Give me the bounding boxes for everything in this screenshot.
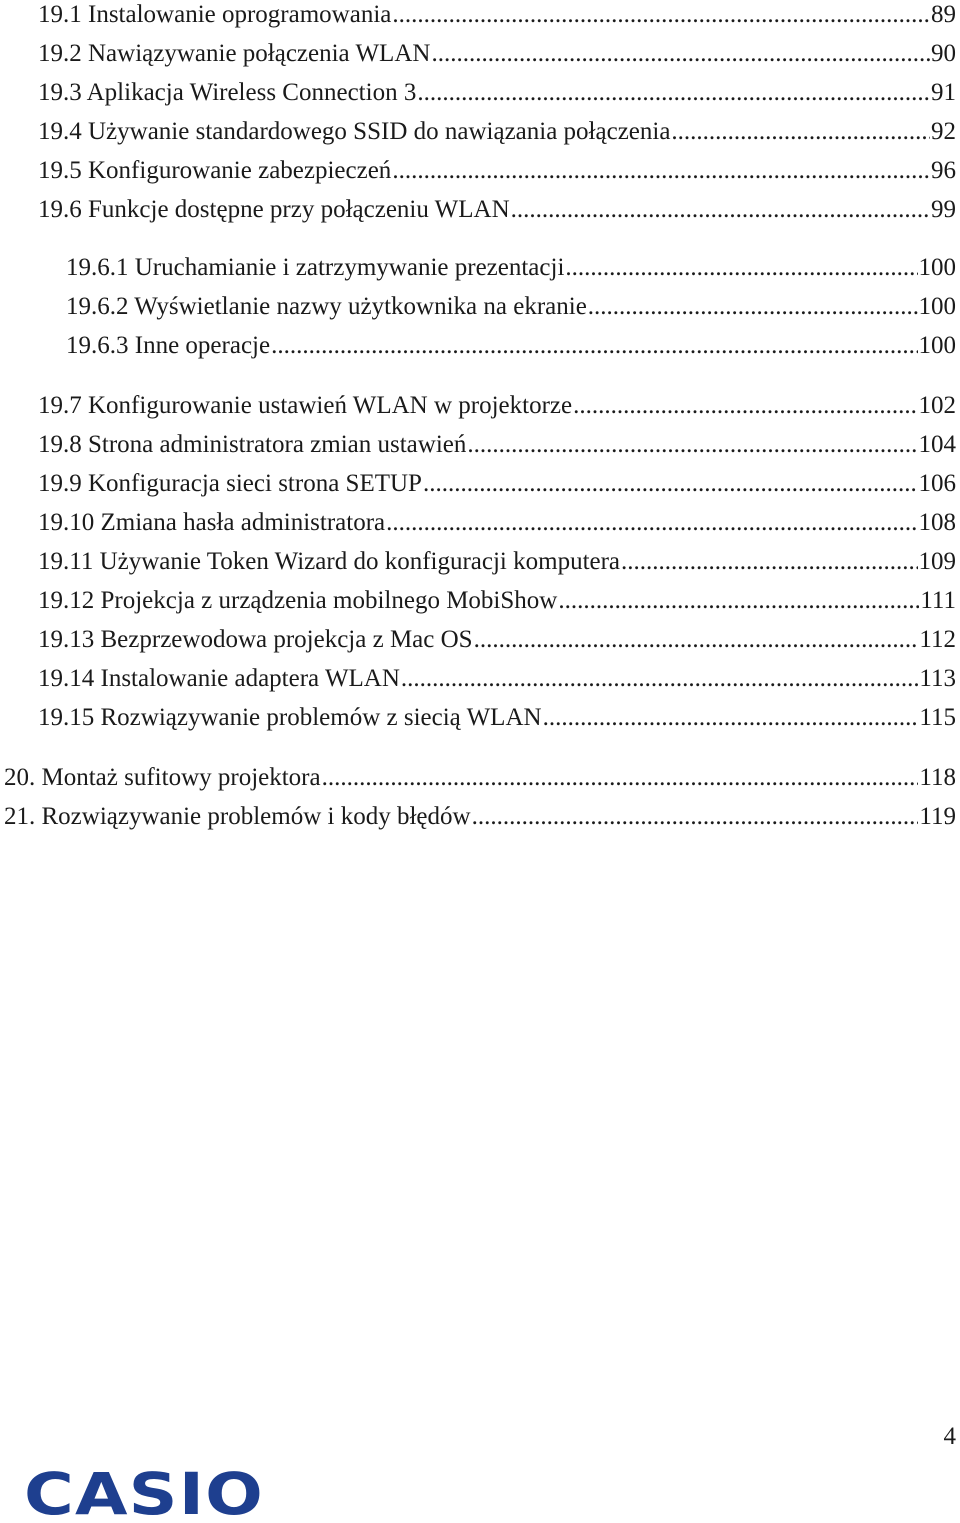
- toc-entry[interactable]: [38, 664, 956, 694]
- toc-entry-page: 91: [931, 79, 956, 106]
- dot-leader: [671, 117, 930, 147]
- toc-entry-page: 92: [931, 118, 956, 145]
- dot-leader: [423, 469, 918, 499]
- toc-entry-page: 112: [919, 626, 956, 653]
- toc-entry[interactable]: [38, 117, 956, 147]
- toc-entry[interactable]: [38, 78, 956, 108]
- toc-entry[interactable]: [38, 430, 956, 460]
- toc-entry-label: 19.9 Konfiguracja sieci strona SETUP: [38, 470, 422, 497]
- toc-entry-page: 111: [920, 587, 956, 614]
- toc-entry[interactable]: [38, 39, 956, 69]
- toc-entry-page: 100: [918, 254, 956, 281]
- toc-entry[interactable]: [38, 547, 956, 577]
- toc-entry[interactable]: [66, 331, 956, 361]
- casio-logo: [24, 1462, 268, 1518]
- dot-leader: [271, 331, 917, 361]
- toc-entry-label: 19.11 Używanie Token Wizard do konfiguracji komputera: [38, 548, 621, 575]
- toc-entry[interactable]: [38, 195, 956, 225]
- toc-entry-label: 19.6 Funkcje dostępne przy połączeniu WLAN: [38, 196, 510, 223]
- toc-entry-label: 19.5 Konfigurowanie zabezpieczeń: [38, 157, 392, 184]
- toc-entry[interactable]: [38, 156, 956, 186]
- toc-entry-label: 19.6.2 Wyświetlanie nazwy użytkownika na ekranie: [66, 293, 587, 320]
- dot-leader: [543, 703, 919, 733]
- logo-text: CASIO: [24, 1462, 264, 1518]
- toc-entry-page: 99: [931, 196, 956, 223]
- dot-leader: [588, 292, 918, 322]
- toc-entry-page: 102: [918, 392, 956, 419]
- toc-entry-page: 113: [919, 665, 956, 692]
- toc-entry-label: 19.6.3 Inne operacje: [66, 332, 271, 359]
- toc-entry-label: 19.6.1 Uruchamianie i zatrzymywanie prezentacji: [66, 254, 565, 281]
- toc-entry-label: 19.3 Aplikacja Wireless Connection 3: [38, 79, 417, 106]
- toc-entry-page: 109: [918, 548, 956, 575]
- dot-leader: [558, 586, 919, 616]
- toc-entry[interactable]: [38, 703, 956, 733]
- dot-leader: [392, 0, 930, 30]
- toc-entry[interactable]: [38, 625, 956, 655]
- toc-entry-page: 115: [919, 704, 956, 731]
- toc-entry-page: 106: [918, 470, 956, 497]
- toc-entry-label: 19.8 Strona administratora zmian ustawień: [38, 431, 467, 458]
- toc-entry-page: 90: [931, 40, 956, 67]
- toc-entry[interactable]: [38, 391, 956, 421]
- toc-entry[interactable]: [4, 802, 956, 832]
- toc-entry-page: 100: [918, 332, 956, 359]
- toc-entry-label: 19.10 Zmiana hasła administratora: [38, 509, 386, 536]
- dot-leader: [322, 763, 919, 793]
- toc-entry[interactable]: [4, 763, 956, 793]
- dot-leader: [467, 430, 917, 460]
- dot-leader: [472, 802, 919, 832]
- dot-leader: [565, 253, 917, 283]
- dot-leader: [392, 156, 930, 186]
- toc-entry-label: 19.2 Nawiązywanie połączenia WLAN: [38, 40, 431, 67]
- dot-leader: [431, 39, 930, 69]
- dot-leader: [401, 664, 919, 694]
- toc-entry-label: 19.12 Projekcja z urządzenia mobilnego MobiShow: [38, 587, 558, 614]
- dot-leader: [386, 508, 917, 538]
- toc-entry-label: 21. Rozwiązywanie problemów i kody błędów: [4, 803, 471, 830]
- toc-entry-label: 19.15 Rozwiązywanie problemów z siecią WLAN: [38, 704, 542, 731]
- toc-entry-label: 19.4 Używanie standardowego SSID do nawiązania połączenia: [38, 118, 671, 145]
- toc-entry[interactable]: [38, 469, 956, 499]
- toc-entry[interactable]: [66, 253, 956, 283]
- toc-entry-page: 89: [931, 1, 956, 28]
- toc-entry-label: 20. Montaż sufitowy projektora: [4, 764, 321, 791]
- toc-entry-label: 19.14 Instalowanie adaptera WLAN: [38, 665, 400, 692]
- dot-leader: [417, 78, 930, 108]
- page-number: 4: [943, 1423, 956, 1450]
- toc-entry[interactable]: [66, 292, 956, 322]
- toc-entry-label: 19.7 Konfigurowanie ustawień WLAN w projektorze: [38, 392, 573, 419]
- toc-entry-label: 19.13 Bezprzewodowa projekcja z Mac OS: [38, 626, 473, 653]
- dot-leader: [474, 625, 919, 655]
- toc-entry-page: 104: [918, 431, 956, 458]
- toc-entry-page: 96: [931, 157, 956, 184]
- dot-leader: [511, 195, 930, 225]
- toc-entry-page: 119: [919, 803, 956, 830]
- dot-leader: [573, 391, 917, 421]
- toc-entry[interactable]: [38, 508, 956, 538]
- toc-entry-page: 108: [918, 509, 956, 536]
- toc-entry[interactable]: [38, 0, 956, 30]
- toc-entry-label: 19.1 Instalowanie oprogramowania: [38, 1, 392, 28]
- toc-entry-page: 100: [918, 293, 956, 320]
- toc-entry-page: 118: [919, 764, 956, 791]
- toc-entry[interactable]: [38, 586, 956, 616]
- dot-leader: [621, 547, 917, 577]
